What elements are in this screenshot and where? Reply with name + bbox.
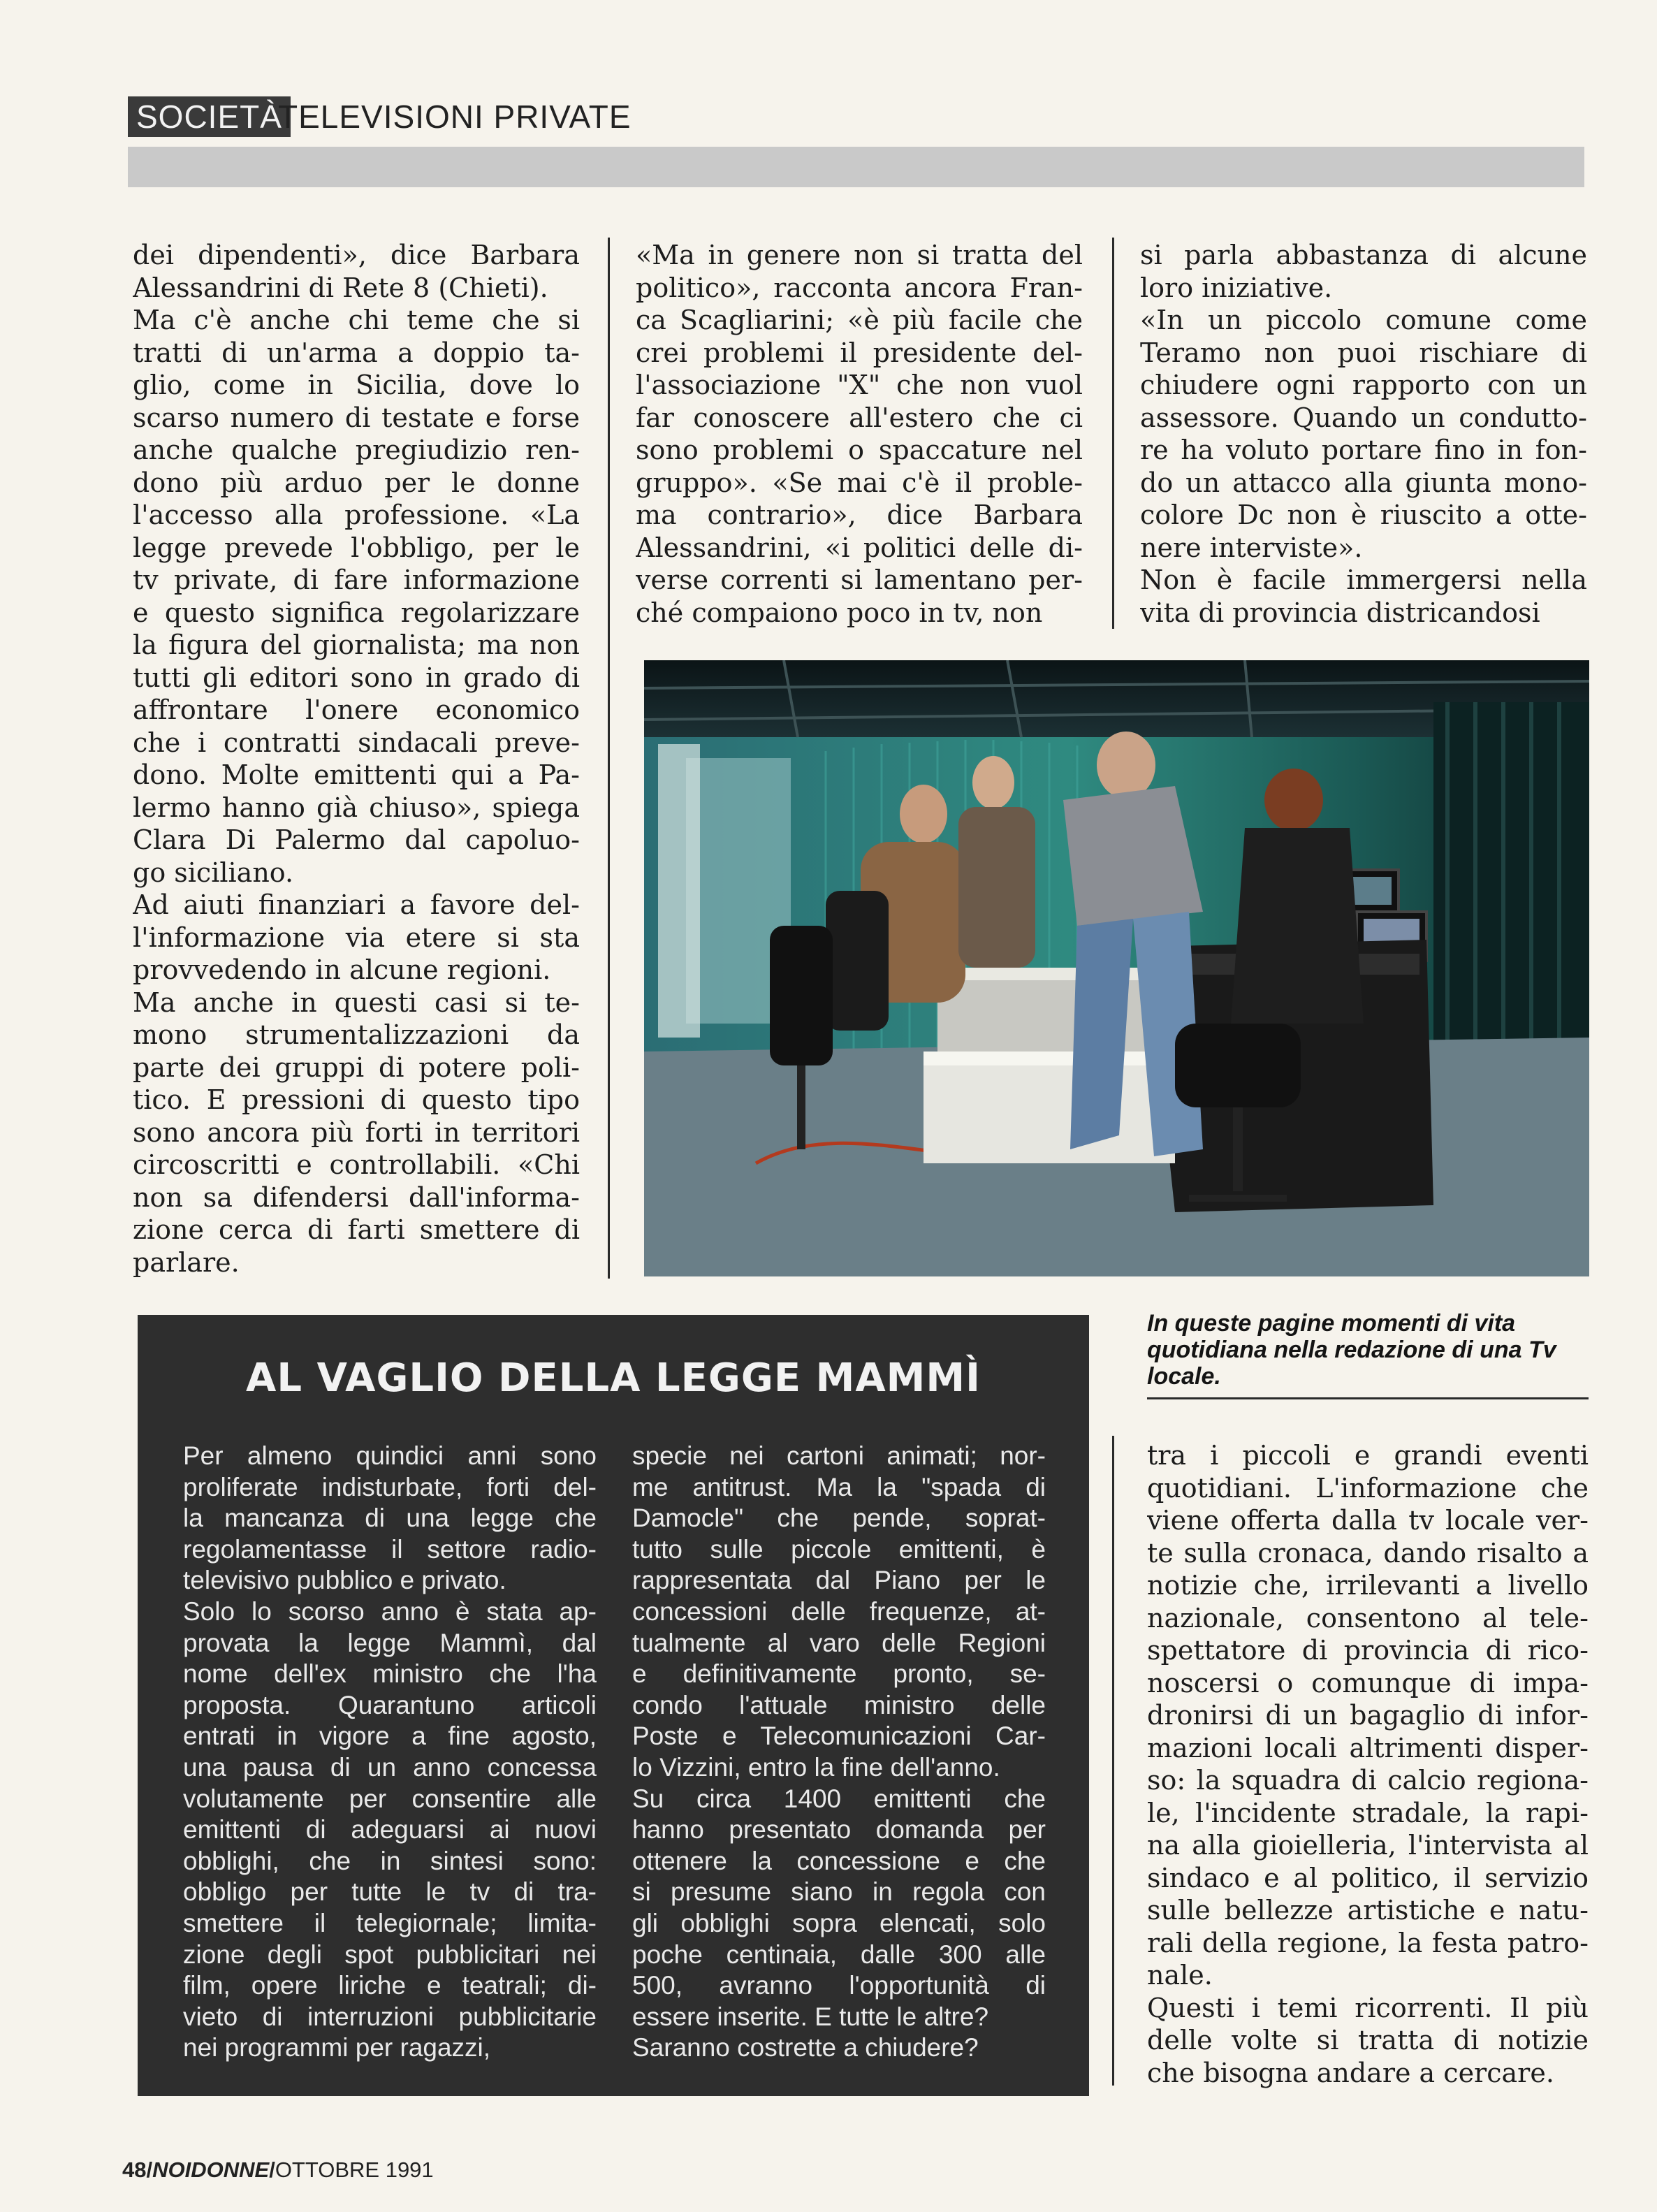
text-line: chiudere ogni rapporto con un	[1140, 370, 1587, 400]
text-line: entrati in vigore a fine agosto,	[183, 1722, 597, 1751]
text-line: legge prevede l'obbligo, per le	[133, 532, 580, 563]
text-line: viene offerta dalla tv locale ver-	[1147, 1505, 1589, 1536]
text-line: vieto di interruzioni pubblicitarie	[183, 2002, 597, 2031]
text-line: poche centinaia, dalle 300 alle	[632, 1940, 1046, 1969]
text-line: la figura del giornalista; ma non	[133, 630, 580, 660]
text-line: televisivo pubblico e privato.	[183, 1566, 506, 1595]
text-line: non sa difendersi dall'informa-	[133, 1181, 580, 1213]
text-line: rali della regione, la festa patro-	[1147, 1927, 1589, 1958]
text-line: e definitivamente pronto, se-	[632, 1659, 1046, 1689]
text-line: emittenti di adeguarsi ai nuovi	[183, 1815, 597, 1844]
column-divider	[608, 238, 610, 1279]
page-footer: 48/NOIDONNE/OTTOBRE 1991	[122, 2158, 434, 2182]
text-line: spettatore di provincia di rico-	[1147, 1635, 1589, 1666]
text-line: parlare.	[133, 1246, 240, 1278]
text-line: nome dell'ex ministro che l'ha	[183, 1659, 597, 1689]
article-column-3	[1140, 239, 1587, 629]
text-line: Ma anche in questi casi si te-	[133, 987, 580, 1018]
article-column-4	[1147, 1439, 1589, 2089]
text-line: dono più arduo per le donne	[133, 467, 580, 498]
text-line: Non è facile immergersi nella	[1140, 565, 1587, 595]
text-line: ma contrario», dice Barbara	[636, 500, 1083, 530]
text-line: Solo lo scorso anno è stata ap-	[183, 1596, 597, 1626]
text-line: Clara Di Palermo dal capoluo-	[133, 824, 580, 855]
text-line: go siciliano.	[133, 857, 294, 888]
text-line: «Ma in genere non si tratta del	[636, 240, 1083, 270]
text-line: ottenere la concessione e che	[632, 1846, 1046, 1875]
text-line: si presume siano in regola con	[632, 1877, 1046, 1907]
text-line: gli obblighi sopra elencati, solo	[632, 1908, 1046, 1937]
article-column-1	[133, 239, 580, 1279]
text-line: sulle bellezze artistiche e natu-	[1147, 1895, 1589, 1926]
section-title: TELEVISIONI PRIVATE	[278, 99, 632, 135]
text-line: concessioni delle frequenze, at-	[632, 1596, 1046, 1626]
text-line: sono problemi o spaccature nel	[636, 435, 1083, 465]
text-line: le, l'incidente stradale, la rapi-	[1147, 1797, 1589, 1828]
text-line: condo l'attuale ministro delle	[632, 1690, 1046, 1719]
text-line: Damocle" che pende, soprat-	[632, 1504, 1046, 1533]
text-line: proliferate indisturbate, forti del-	[183, 1472, 597, 1501]
section-tag: SOCIETÀ	[128, 96, 291, 137]
text-line: noscersi o comunque di impa-	[1147, 1667, 1589, 1698]
text-line: far conoscere all'estero che ci	[636, 402, 1083, 433]
text-line: e questo significa regolarizzare	[133, 597, 580, 628]
text-line: che i contratti sindacali preve-	[133, 727, 580, 758]
article-column-2	[636, 239, 1083, 629]
text-line: specie nei cartoni animati; nor-	[632, 1441, 1046, 1470]
text-line: nere interviste».	[1140, 532, 1363, 563]
page-number: 48	[122, 2158, 147, 2182]
text-line: «In un piccolo comune come	[1140, 305, 1587, 335]
text-line: Ad aiuti finanziari a favore del-	[133, 889, 580, 920]
text-line: loro iniziative.	[1140, 272, 1333, 303]
box-column-1	[183, 1441, 597, 2064]
text-line: re ha voluto portare fino in fon-	[1140, 435, 1587, 465]
text-line: Poste e Telecomunicazioni Car-	[632, 1722, 1046, 1751]
text-line: me antitrust. Ma la "spada di	[632, 1472, 1046, 1501]
text-line: hanno presentato domanda per	[632, 1815, 1046, 1844]
text-line: affrontare l'onere economico	[133, 694, 580, 725]
text-line: crei problemi il presidente del-	[636, 337, 1083, 368]
text-line: glio, come in Sicilia, dove lo	[133, 370, 580, 400]
text-line: Questi i temi ricorrenti. Il più	[1147, 1992, 1589, 2023]
text-line: regolamentasse il settore radio-	[183, 1534, 597, 1564]
text-line: obbligo per tutte le tv di tra-	[183, 1877, 597, 1907]
text-line: mono strumentalizzazioni da	[133, 1019, 580, 1050]
text-line: l'informazione via etere si sta	[133, 922, 580, 953]
text-line: Alessandrini, «i politici delle di-	[636, 532, 1083, 563]
text-line: gruppo». «Se mai c'è il proble-	[636, 467, 1083, 498]
text-line: si parla abbastanza di alcune	[1140, 240, 1587, 270]
text-line: tualmente al varo delle Regioni	[632, 1628, 1046, 1657]
column-divider	[1112, 1436, 1114, 2086]
text-line: Su circa 1400 emittenti che	[632, 1784, 1046, 1813]
text-line: zione cerca di farti smettere di	[133, 1214, 580, 1245]
text-line: politico», racconta ancora Fran-	[636, 272, 1083, 303]
text-line: rappresentata dal Piano per le	[632, 1566, 1046, 1595]
magazine-name: NOIDONNE	[152, 2158, 270, 2182]
text-line: parte dei gruppi di potere poli-	[133, 1052, 580, 1083]
text-line: Saranno costrette a chiudere?	[632, 2033, 979, 2062]
text-line: do un attacco alla giunta mono-	[1140, 467, 1587, 498]
text-line: film, opere liriche e teatrali; di-	[183, 1971, 597, 2000]
text-line: lo Vizzini, entro la fine dell'anno.	[632, 1752, 1000, 1782]
text-line: nale.	[1147, 1960, 1213, 1991]
text-line: provata la legge Mammì, dal	[183, 1628, 597, 1657]
text-line: obblighi, che in sintesi sono:	[183, 1846, 597, 1875]
text-line: che bisogna andare a cercare.	[1147, 2057, 1554, 2088]
text-line: zione degli spot pubblicitari nei	[183, 1940, 597, 1969]
text-line: na alla gioielleria, l'intervista al	[1147, 1830, 1589, 1861]
text-line: sindaco e al politico, il servizio	[1147, 1862, 1589, 1893]
studio-photo-illustration	[644, 660, 1589, 1276]
text-line: l'associazione "X" che non vuol	[636, 370, 1083, 400]
text-line: Alessandrini di Rete 8 (Chieti).	[133, 272, 548, 303]
text-line: Teramo non puoi rischiare di	[1140, 337, 1587, 368]
text-line: tv private, di fare informazione	[133, 565, 580, 595]
caption-rule	[1147, 1397, 1589, 1399]
text-line: nazionale, consentono al tele-	[1147, 1602, 1589, 1633]
text-line: essere inserite. E tutte le altre?	[632, 2002, 989, 2031]
studio-photo	[644, 660, 1589, 1276]
text-line: colore Dc non è riuscito a otte-	[1140, 500, 1587, 530]
column-divider	[1112, 238, 1114, 629]
text-line: dronirsi di un bagaglio di infor-	[1147, 1700, 1589, 1731]
text-line: sono ancora più forti in territori	[133, 1116, 580, 1148]
text-line: verse correnti si lamentano per-	[636, 565, 1083, 595]
text-line: Per almeno quindici anni sono	[183, 1441, 597, 1470]
text-line: lermo hanno già chiuso», spiega	[133, 792, 580, 823]
issue-date: OTTOBRE 1991	[275, 2158, 434, 2182]
text-line: te sulla cronaca, dando risalto a	[1147, 1537, 1589, 1569]
text-line: nei programmi per ragazzi,	[183, 2033, 491, 2062]
text-line: dono. Molte emittenti qui a Pa-	[133, 759, 580, 790]
text-line: Ma c'è anche chi teme che si	[133, 305, 580, 335]
text-line: la mancanza di una legge che	[183, 1504, 597, 1533]
text-line: ché compaiono poco in tv, non	[636, 597, 1043, 628]
text-line: volutamente per consentire alle	[183, 1784, 597, 1813]
text-line: l'accesso alla professione. «La	[133, 500, 580, 530]
text-line: tico. E pressioni di questo tipo	[133, 1084, 580, 1115]
text-line: smettere il telegiornale; limita-	[183, 1908, 597, 1937]
text-line: provvedendo in alcune regioni.	[133, 954, 551, 985]
text-line: delle volte si tratta di notizie	[1147, 2025, 1589, 2055]
text-line: vita di provincia districandosi	[1140, 597, 1540, 628]
text-line: notizie che, irrilevanti a livello	[1147, 1570, 1589, 1601]
box-column-2	[632, 1441, 1046, 2064]
text-line: so: la squadra di calcio regiona-	[1147, 1765, 1589, 1796]
text-line: mazioni locali altrimenti disper-	[1147, 1732, 1589, 1763]
text-line: ca Scagliarini; «è più facile che	[636, 305, 1083, 335]
text-line: assessore. Quando un condutto-	[1140, 402, 1587, 433]
text-line: quotidiani. L'informazione che	[1147, 1472, 1589, 1504]
text-line: circoscritti e controllabili. «Chi	[133, 1149, 580, 1180]
text-line: scarso numero di testate e forse	[133, 402, 580, 433]
header-band	[128, 147, 1584, 187]
photo-caption: In queste pagine momenti di vita quotidiana nella redazione di una Tv locale.	[1147, 1310, 1556, 1390]
text-line: tutto sulle piccole emittenti, è	[632, 1534, 1046, 1564]
text-line: tra i piccoli e grandi eventi	[1147, 1440, 1589, 1471]
text-line: tutti gli editori sono in grado di	[133, 662, 580, 693]
text-line: anche qualche pregiudizio ren-	[133, 435, 580, 465]
text-line: tratti di un'arma a doppio ta-	[133, 337, 580, 368]
box-title: AL VAGLIO DELLA LEGGE MAMMÌ	[246, 1355, 981, 1401]
text-line: proposta. Quarantuno articoli	[183, 1690, 597, 1719]
text-line: 500, avranno l'opportunità di	[632, 1971, 1046, 2000]
text-line: dei dipendenti», dice Barbara	[133, 240, 580, 270]
text-line: una pausa di un anno concessa	[183, 1752, 597, 1782]
